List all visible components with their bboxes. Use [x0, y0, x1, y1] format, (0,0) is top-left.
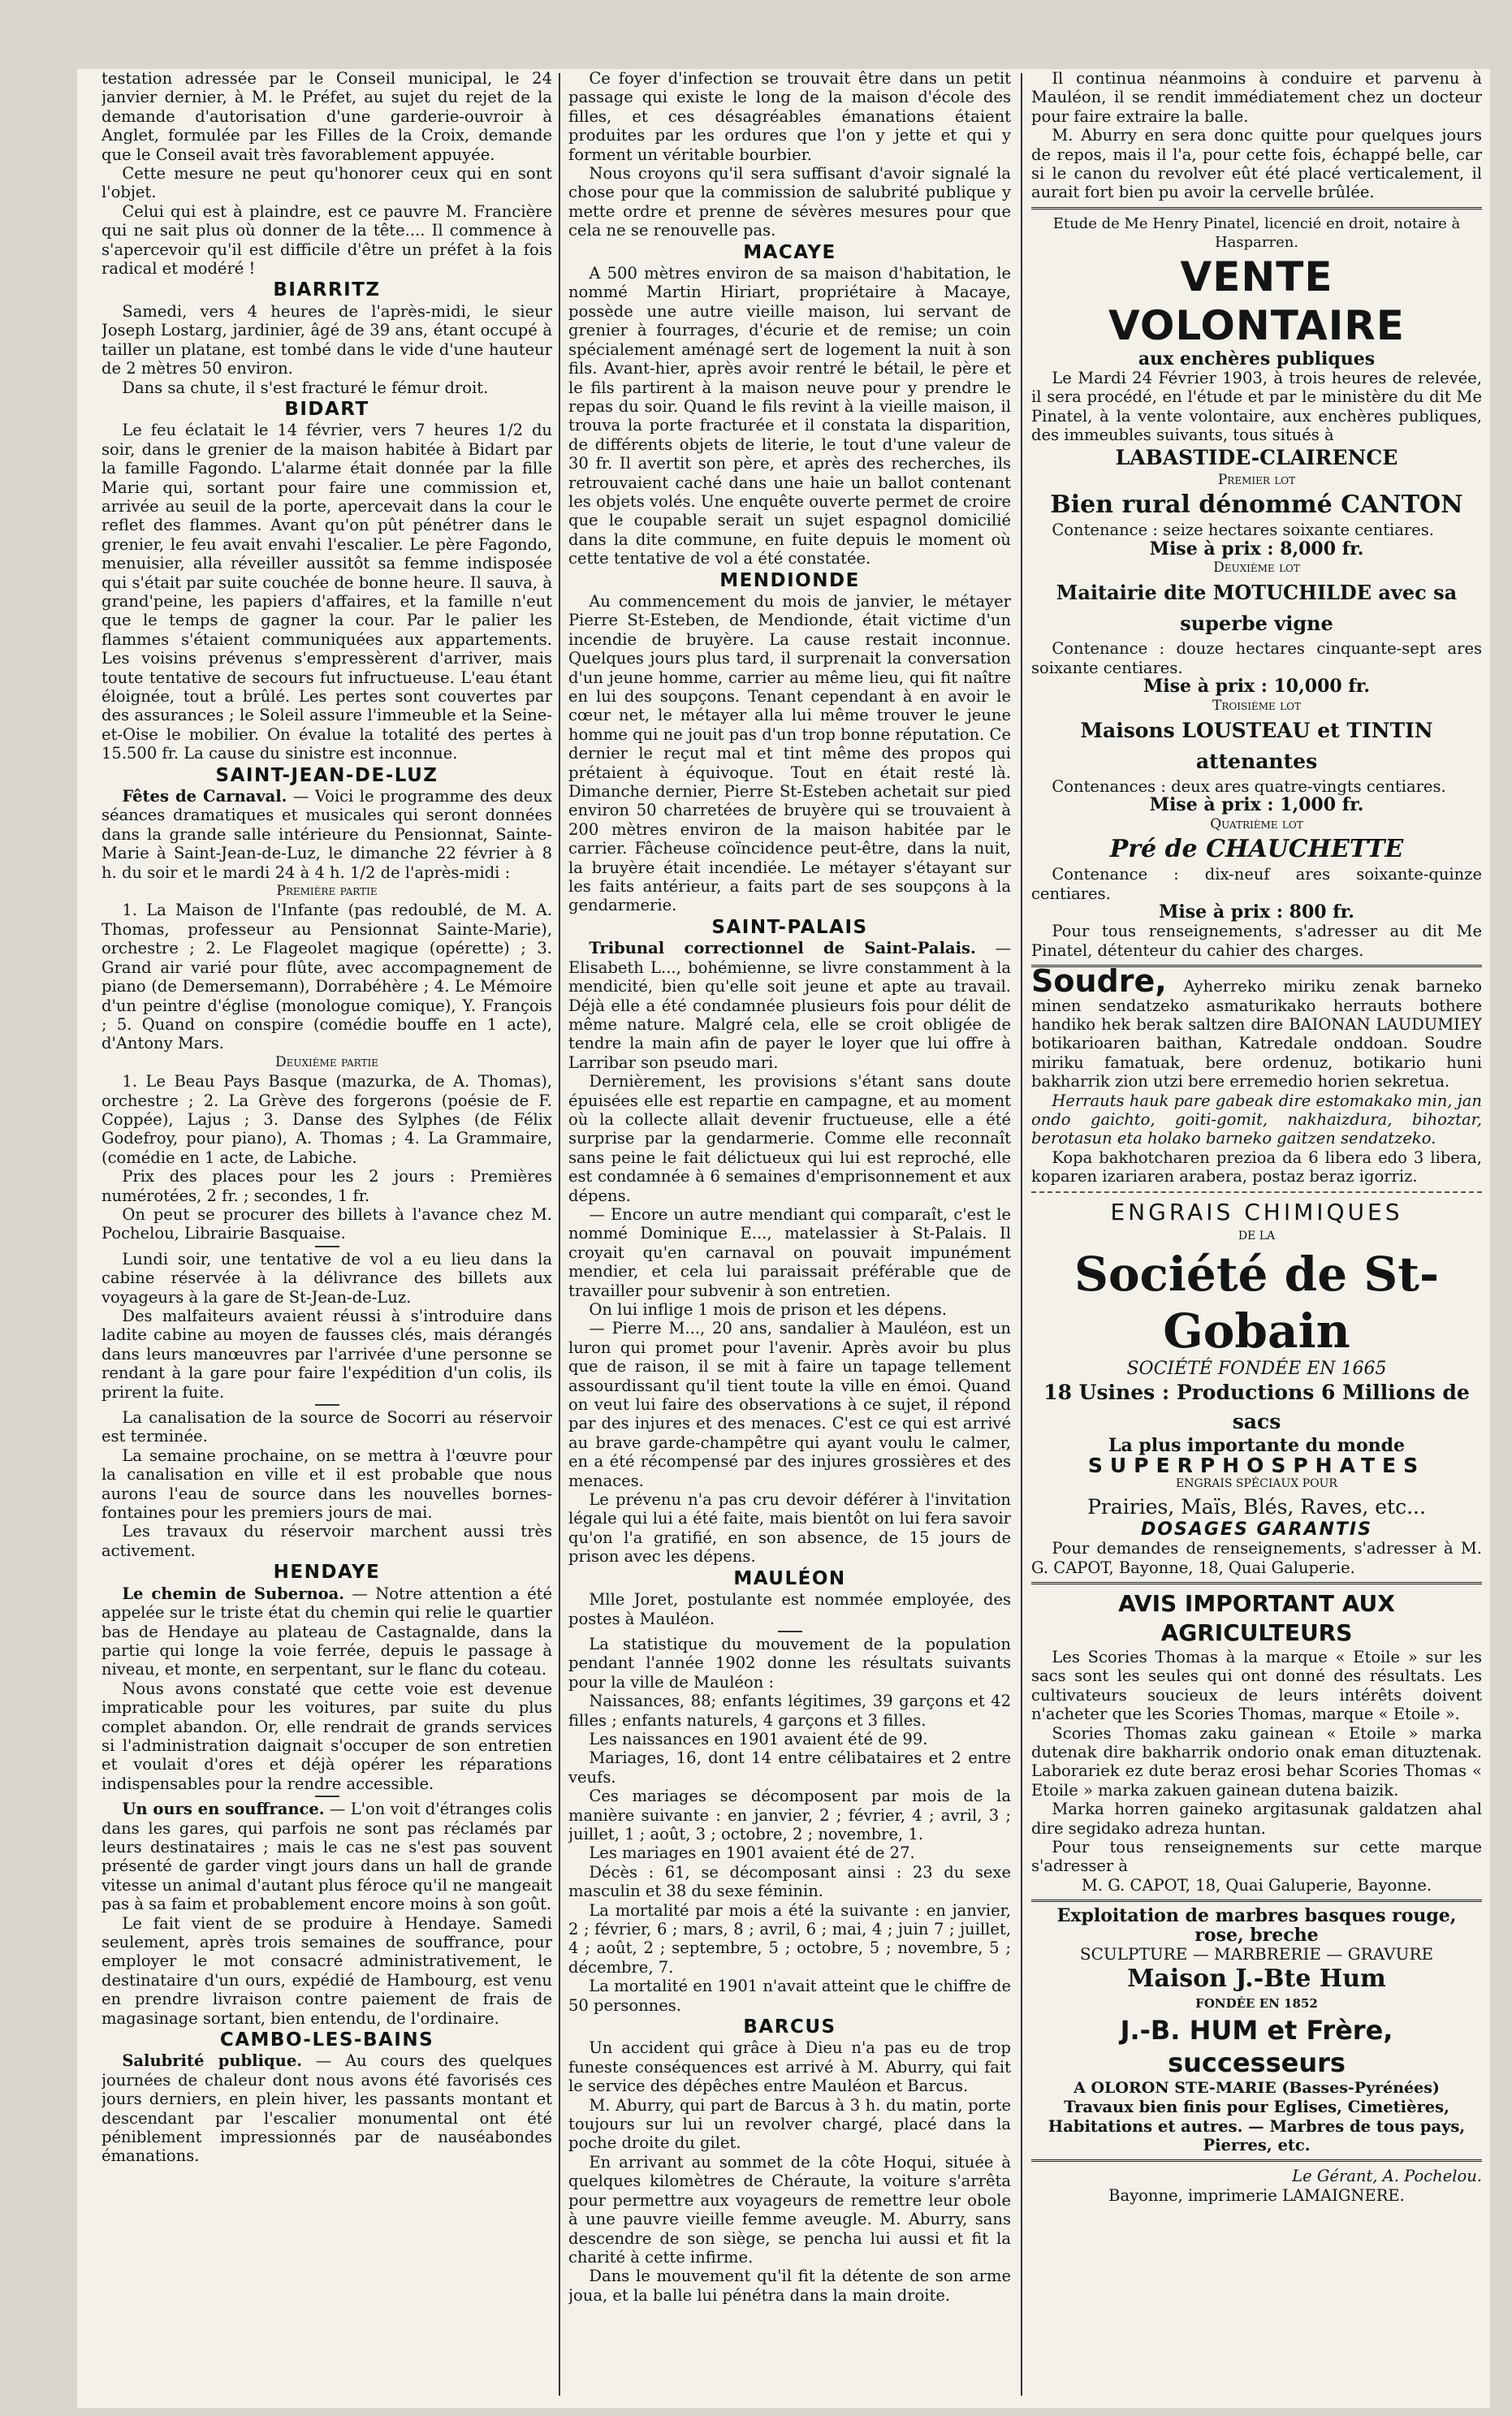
sale-location: LABASTIDE-CLAIRENCE [1115, 445, 1398, 469]
subheading: Un ours en souffrance. [122, 1800, 325, 1819]
paragraph: 1. Le Beau Pays Basque (mazurka, de A. Thomas), orchestre ; 2. La Grève des forgerons (poésie de F. Coppée), Lajus ; 3. Danse des Sylphes (de Félix Godefroy, pour piano), A. Thomas ; 4. La Grammaire, (comédie en 1 acte, de Labiche. [102, 1072, 552, 1167]
paragraph: Il continua néanmoins à conduire et parvenu à Mauléon, il se rendit immédiatement chez un docteur pour faire extraire la balle. [1031, 69, 1482, 126]
paragraph: — Elisabeth L..., bohémienne, se livre constamment à la mendicité, bien qu'elle soit jeune et apte au travail. Déjà elle a été condamnée plusieurs fois pour délit de même nature. Malgré cela, elle se croit obligée de tendre la main afin de payer le loyer que lui offre à Larribar son pseudo mari. [568, 939, 1011, 1072]
column-1 [102, 69, 552, 2400]
engrais-title: ENGRAIS CHIMIQUES [1110, 1198, 1403, 1225]
paragraph: Dans sa chute, il s'est fracturé le fémur droit. [122, 378, 489, 397]
lot-label: Troisième lot [1212, 697, 1301, 714]
section-heading-cambo: CAMBO-LES-BAINS [219, 2029, 434, 2051]
subheading: Salubrité publique. [122, 2051, 303, 2071]
paragraph: Pour tous renseignements, s'adresser au dit Me Pinatel, détenteur du cahier des charges. [1031, 922, 1482, 960]
paragraph: La statistique du mouvement de la population pendant l'année 1902 donne les résultats suivants pour la ville de Mauléon : [568, 1634, 1011, 1692]
paragraph: Herrauts hauk pare gabeak dire estomakako min, jan ondo gaichto, goiti-gomit, nakhaizdura, bihoztar, berotasun eta holako barneko gaitzen sendatzeko. [1031, 1091, 1482, 1148]
paragraph: Kopa bakhotcharen prezioa da 6 libera edo 3 libera, koparen izariaren arabera, postaz beraz igorriz. [1031, 1147, 1482, 1186]
lot-contenance: Contenances : deux ares quatre-vingts centiares. [1052, 776, 1446, 796]
paragraph: Ce foyer d'infection se trouvait être dans un petit passage qui existe le long de la maison d'école des filles, et ces désagréables émanations étaient produites par les ordures que l'on y jette et qui y forment un véritable bourbier. [568, 69, 1011, 164]
paragraph: La semaine prochaine, on se mettra à l'œuvre pour la canalisation en ville et il est probable que nous aurons l'eau de source dans les nouvelles bornes-fontaines pour les premiers jours de mai. [102, 1446, 552, 1523]
paragraph: Scories Thomas zaku gainean « Etoile » marka dutenak dire bakharrik ondorio onak eman dituztenak. Laborariek ez dute beraz erosi behar Scories Thomas « Etoile » marka zakuen gainean dutena baizik. [1031, 1723, 1482, 1800]
paragraph: La mortalité par mois a été la suivante : en janvier, 2 ; février, 6 ; mars, 8 ; avril, 6 ; mai, 4 ; juin 7 ; juillet, 4 ; août, 2 ; septembre, 5 ; octobre, 5 ; novembre, 5 ; décembre, 7. [568, 1900, 1011, 1977]
section-heading-mendionde: MENDIONDE [719, 569, 860, 591]
paragraph: Un accident qui grâce à Dieu n'a pas eu de trop funeste conséquences est arrivé à M. Aburry, qui fait le service des dépêches entre Mauléon et Barcus. [568, 2038, 1011, 2096]
paragraph: Des malfaiteurs avaient réussi à s'introduire dans ladite cabine au moyen de fausses clés, mais dérangés dans leurs manœuvres par l'arrivée d'une personne se rendant à la gare pour faire l'expédition d'un colis, ils prirent la fuite. [102, 1307, 552, 1402]
lot-price: Mise à prix : 800 fr. [1159, 901, 1354, 923]
paragraph: En arrivant au sommet de la côte Hoqui, située à quelques kilomètres de Chéraute, la voiture s'arrêta pour permettre aux voyageurs de remettre leur obole à une pauvre vieille femme aveugle. M. Aburry, sans descendre de son siège, se pencha lui aussi et fit la charité à cette infirme. [568, 2152, 1011, 2267]
paragraph: Cette mesure ne peut qu'honorer ceux qui en sont l'objet. [102, 164, 552, 202]
hum-successeurs: J.-B. HUM et Frère, successeurs [1120, 2014, 1393, 2078]
capot-address: M. G. CAPOT, 18, Quai Galuperie, Bayonne. [1081, 1875, 1432, 1895]
separator [778, 1631, 802, 1632]
paragraph: Lundi soir, une tentative de vol a eu lieu dans la cabine réservée à la délivrance des billets aux voyageurs à la gare de St-Jean-de-Luz. [102, 1249, 552, 1307]
paragraph: Ces mariages se décomposent par mois de la manière suivante : en janvier, 2 ; février, 4 ; avril, 3 ; juillet, 1 ; août, 3 ; octobre, 2 ; novembre, 1. [568, 1787, 1011, 1843]
lot-title: Maisons LOUSTEAU et TINTIN attenantes [1080, 718, 1433, 773]
program-part-label: Première partie [276, 883, 378, 900]
paragraph: Au commencement du mois de janvier, le métayer Pierre St-Esteben, de Mendionde, était victime d'un incendie de bruyère. La cause restait inconnue. Quelques jours plus tard, il surprenait la conversation d'un jeune homme, carrier au même lieu, qui fit naître en lui des soupçons. Tenant cependant à en avoir le cœur net, le métayer alla lui même trouver le jeune homme qui ne jouit pas d'un trop bonne réputation. Ce dernier le reçut mal et tint même des propos qui prétaient à équivoque. Tout en était resté là. Dimanche dernier, Pierre St-Esteben achetait sur pied environ 50 charretées de bruyère qui se trouvaient à 200 mètres environ de la maison habitée par le carrier. Fâcheuse coïncidence peut-être, dans la nuit, la bruyère était incendiée. Le métayer s'étayant sur les faits antérieur, a faits part de ses soupçons à la gendarmerie. [568, 591, 1011, 915]
column-rule [1021, 73, 1022, 2396]
paragraph: Le Mardi 24 Février 1903, à trois heures de relevée, il sera procédé, en l'étude et par le ministère du dit Me Pinatel, à la vente volontaire, aux enchères publiques, des immeubles suivants, tous situés à [1031, 369, 1482, 445]
paragraph: Pour tous renseignements sur cette marque s'adresser à [1031, 1837, 1482, 1876]
usines-line: 18 Usines : Productions 6 Millions de sacs [1043, 1381, 1470, 1434]
paragraph: Le fait vient de se produire à Hendaye. Samedi seulement, après trois semaines de souffrance, pour employer le mot consacré administrativement, le destinataire d'un ours, expédié de Hambourg, est venu en prendre livraison contre paiement de frais de magasinage sortant, bien entendu, de l'ordinaire. [102, 1913, 552, 2028]
paragraph: Mlle Joret, postulante est nommée employée, des postes à Mauléon. [568, 1590, 1011, 1628]
paragraph: La mortalité en 1901 n'avait atteint que le chiffre de 50 personnes. [568, 1977, 1011, 2015]
program-part-label: Deuxième partie [275, 1053, 378, 1070]
founded-1852: FONDÉE EN 1852 [1195, 1996, 1318, 2012]
importante-line: La plus importante du monde [1108, 1435, 1406, 1457]
paragraph: Dans le mouvement qu'il fit la détente de son arme joua, et la balle lui pénétra dans la main droite. [568, 2267, 1011, 2305]
section-heading-bidart: BIDART [284, 398, 369, 420]
paragraph: testation adressée par le Conseil municipal, le 24 janvier dernier, à M. le Préfet, au sujet du rejet de la demande d'autorisation d'une garderie-ouvroir à Anglet, formulée par les Filles de la Croix, demande que le Conseil avait très favorablement appuyée. [102, 69, 552, 164]
paragraph: Nous croyons qu'il sera suffisant d'avoir signalé la chose pour que la commission de salubrité publique y mette ordre et prenne de sévères mesures pour que cela ne se renouvelle pas. [568, 164, 1011, 240]
ad-divider [1031, 1582, 1482, 1584]
paragraph: Samedi, vers 4 heures de l'après-midi, le sieur Joseph Lostarg, jardinier, âgé de 39 ans, étant occupé à tailler un platane, est tombé dans le vide d'une hauteur de 2 mètres 50 environ. [102, 301, 552, 378]
lot-contenance: Contenance : dix-neuf ares soixante-quinze centiares. [1031, 865, 1482, 903]
paragraph: Pour demandes de renseignements, s'adresser à M. G. CAPOT, Bayonne, 18, Quai Galuperie. [1031, 1539, 1482, 1577]
paragraph: Marka horren gaineko argitasunak galdatzen ahal dire segidako adreza huntan. [1031, 1800, 1482, 1838]
section-heading-mauleon: MAULÉON [733, 1567, 846, 1589]
notary-line: Etude de Me Henry Pinatel, licencié en droit, notaire à Hasparren. [1052, 214, 1461, 252]
paragraph: — Au cours des quelques journées de chaleur dont nous avons été favorisés ces jours derniers, en plein hiver, les passants montant et descendant par l'escalier monumental ont été péniblement impressionnés par de nauséabondes émanations. [102, 2051, 552, 2166]
ad-divider [1031, 1900, 1482, 1902]
separator [315, 1404, 339, 1406]
lot-contenance: Contenance : seize hectares soixante centiares. [1052, 521, 1434, 540]
paragraph: Les travaux du réservoir marchent aussi très activement. [102, 1522, 552, 1560]
lot-price: Mise à prix : 1,000 fr. [1149, 794, 1364, 816]
paragraph: Le feu éclatait le 14 février, vers 7 heures 1/2 du soir, dans le grenier de la maison habitée à Bidart par la famille Fagondo. L'alarme était donnée par la fille Marie qui, sortant pour faire une commission et, arrivée au seuil de la porte, apercevait dans la cour le reflet des flammes. Avant qu'on pût pénétrer dans le grenier, le feu avait envahi l'escalier. Le père Fagondo, menuisier, alla réveiller aussitôt sa femme indisposée qui s'était par suite couchée de bonne heure. Il sauva, à grand'peine, les papiers d'affaires, et la famille n'eut que le temps de gagner la cour. Par le palier les flammes s'étaient communiquées aux appartements. Les voisins prévenus s'empressèrent d'arriver, mais toute tentative de secours fut infructueuse. L'eau étant éloignée, tout a brûlé. Les pertes sont couvertes par des assurances ; le Soleil assure l'immeuble et la Seine-et-Oise le mobilier. On évalue la totalité des pertes à 15.500 fr. La cause du sinistre est inconnue. [102, 421, 552, 763]
section-heading-biarritz: BIARRITZ [273, 279, 381, 301]
paragraph: Les Scories Thomas à la marque « Etoile » sur les sacs sont les seules qui ont donné des résultats. Les cultivateurs soucieux de leurs intérêts doivent n'acheter que les Scories Thomas, marque « Etoile ». [1031, 1647, 1482, 1724]
paragraph: La canalisation de la source de Socorri au réservoir est terminée. [102, 1408, 552, 1446]
paragraph: — L'on voit d'étranges colis dans les gares, qui parfois ne sont pas réclamés par leurs destinataires ; mais le cas ne s'est pas souvent présenté de garder vingt jours dans un hall de grande vitesse un animal d'autant plus féroce qu'il ne mangeait pas à sa faim et probablement encore moins à son goût. [102, 1800, 552, 1914]
separator [315, 1246, 339, 1247]
paragraph: Nous avons constaté que cette voie est devenue impraticable pour les voitures, par suite du plus complet abandon. Or, elle rendrait de grands services si l'administration daignait s'occuper de son entretien et voulait d'ores et déjà opérer les réparations indispensables pour la rendre accessible. [102, 1679, 552, 1793]
oloron-line: A OLORON STE-MARIE (Basses-Pyrénées) [1074, 2078, 1440, 2097]
sale-ad-subtitle: aux enchères publiques [1138, 348, 1376, 370]
lot-contenance: Contenance : douze hectares cinquante-sept ares soixante centiares. [1031, 639, 1482, 677]
ad-divider [1031, 1191, 1482, 1193]
section-heading-saint-palais: SAINT-PALAIS [711, 916, 868, 938]
paragraph: Prix des places pour les 2 jours : Premières numérotées, 2 fr. ; secondes, 1 fr. [102, 1167, 552, 1205]
gerant-line: Le Gérant, A. Pochelou. [1292, 2167, 1482, 2186]
section-heading-macaye: MACAYE [743, 241, 836, 263]
subheading: Tribunal correctionnel de Saint-Palais. [589, 939, 976, 958]
paragraph: M. Aburry, qui part de Barcus à 3 h. du matin, porte toujours sur lui un revolver chargé, placé dans la poche droite du gilet. [568, 2095, 1011, 2153]
lot-label: Deuxième lot [1213, 559, 1300, 576]
paragraph: M. Aburry en sera donc quitte pour quelques jours de repos, mais il l'a, pour cette fois, échappé belle, car si le canon du revolver eût été placé verticalement, il aurait fort bien pu avoir la cervelle brûlée. [1031, 126, 1482, 202]
paragraph: Décès : 61, se décomposant ainsi : 23 du sexe masculin et 38 du sexe féminin. [568, 1862, 1011, 1901]
paragraph: Les naissances en 1901 avaient été de 99. [589, 1729, 928, 1748]
prairies-line: Prairies, Maïs, Blés, Raves, etc... [1087, 1494, 1426, 1519]
column-rule [559, 73, 560, 2396]
paragraph: — Notre attention a été appelée sur le triste état du chemin qui relie le quartier bas de Hendaye au plateau de Castagnalde, dans la partie qui longe la voie ferrée, depuis le passage à niveau, et monte, en serpentant, sur le flanc du coteau. [102, 1584, 552, 1679]
column-3 [1031, 69, 1482, 2400]
avis-title: AVIS IMPORTANT AUX AGRICULTEURS [1118, 1589, 1395, 1646]
paragraph: Le prévenu n'a pas cru devoir déférer à l'invitation légale qui lui a été faite, mais bientôt on lui fera savoir qu'on l'a gratifié, en son absence, de 15 jours de prison avec les dépens. [568, 1490, 1011, 1567]
sculpture-line: SCULPTURE — MARBRERIE — GRAVURE [1079, 1944, 1434, 1964]
paragraph: — Pierre M..., 20 ans, sandalier à Mauléon, est un luron qui promet pour l'avenir. Après avoir bu plus que de raison, il se mit à faire un tapage tellement assourdissant qu'il tient toute la ville en émoi. Quand on veut lui faire des observations à ce sujet, il répond par des injures et des menaces. C'est ce qui est arrivé au brave garde-champêtre qui ayant voulu le calmer, en a été récompensé par des injures grossières et des menaces. [568, 1319, 1011, 1490]
ad-divider [1031, 207, 1482, 210]
lot-price: Mise à prix : 10,000 fr. [1143, 676, 1371, 698]
separator [315, 1796, 339, 1797]
sale-ad-title: VENTE VOLONTAIRE [1108, 253, 1405, 349]
travaux-line: Travaux bien finis pour Eglises, Cimetières, Habitations et autres. — Marbres de tous pays, Pierres, etc. [1048, 2098, 1466, 2155]
paragraph: 1. La Maison de l'Infante (pas redoublé, de M. A. Thomas, professeur au Pensionnat Sainte-Marie), orchestre ; 2. Le Flageolet magique (opérette) ; 3. Grand air varié pour flûte, avec accompagnement de piano (de Demersemann), Dorrabéhère ; 4. Le Mémoire d'un peintre d'église (monologue comique), Y. François ; 5. Quand on conspire (comédie bouffe en 1 acte), d'Antony Mars. [102, 901, 552, 1053]
column-2 [568, 69, 1011, 2400]
newspaper-page [77, 69, 1490, 2408]
section-heading-saint-jean-de-luz: SAINT-JEAN-DE-LUZ [215, 764, 438, 786]
lot-label: Premier lot [1217, 471, 1296, 488]
paragraph: A 500 mètres environ de sa maison d'habitation, le nommé Martin Hiriart, propriétaire à Macaye, possède une autre vieille maison, lui servant de grenier à fourrages, d'écurie et de remise; un coin spécialement aménagé sert de logement la nuit à son fils. Avant-hier, après avoir rentré le bétail, le père et le fils partirent à la maison neuve pour y prendre le repas du soir. Quand le fils revint à la vieille maison, il trouva la porte fracturée et il constata la disparition, de différents objets de literie, le tout d'une valeur de 30 fr. Il avertit son père, et après des recherches, ils retrouvaient caché dans une haie un ballot contenant les objets volés. Une enquête ouverte permet de croire que le coupable serait un sujet espagnol domicilié dans la dite commune, en fuite depuis le moment où cette tentative de vol a été constatée. [568, 264, 1011, 568]
maison-hum: Maison J.-Bte Hum [1127, 1964, 1386, 1994]
paragraph: Ayherreko miriku zenak barneko minen sendatzeko asmaturikako herrauts bothere handiko hek berak saltzen dire BAIONAN LAUDUMIEY botikarioaren baithan, Katredale onddoan. Soudre miriku famatuak, bere ordenuz, botikario huni bakharrik zion utzi bere erremedio horien sekretua. [1031, 977, 1482, 1091]
subheading: Le chemin de Subernoa. [122, 1584, 345, 1603]
subheading: Fêtes de Carnaval. [122, 787, 287, 806]
lot-price: Mise à prix : 8,000 fr. [1149, 538, 1364, 560]
imprimerie-line: Bayonne, imprimerie LAMAIGNERE. [1108, 2185, 1405, 2205]
lot-title: Pré de CHAUCHETTE [1109, 835, 1404, 864]
ad-divider [1031, 2159, 1482, 2162]
paragraph: Les mariages en 1901 avaient été de 27. [589, 1843, 915, 1863]
de-la: DE LA [1238, 1229, 1276, 1243]
paragraph: Naissances, 88; enfants légitimes, 39 garçons et 42 filles ; enfants naturels, 4 garçons et 3 filles. [568, 1692, 1011, 1730]
saint-gobain-title: Société de St-Gobain [1074, 1247, 1440, 1359]
founded-line: SOCIÉTÉ FONDÉE EN 1665 [1126, 1359, 1387, 1380]
paragraph: On peut se procurer des billets à l'avance chez M. Pochelou, Librairie Basquaise. [102, 1204, 552, 1243]
paragraph: Mariages, 16, dont 14 entre célibataires et 2 entre veufs. [568, 1748, 1011, 1787]
paragraph: Celui qui est à plaindre, est ce pauvre M. Francière qui ne sait plus où donner de la tête.... Il commence à s'apercevoir qu'il est difficile d'être un préfet à la fois radical et modéré ! [102, 201, 552, 279]
section-heading-barcus: BARCUS [743, 2016, 836, 2038]
paragraph: On lui inflige 1 mois de prison et les dépens. [589, 1300, 947, 1319]
paragraph: — Encore un autre mendiant qui comparaît, c'est le nommé Dominique E..., matelassier à St-Palais. Il croyait qu'en carnaval on pouvait impunément mendier, et cela lui paraissait préférable que de travailler pour subvenir à son entretien. [568, 1204, 1011, 1300]
lot-title: Maitairie dite MOTUCHILDE avec sa superbe vigne [1056, 581, 1458, 636]
paragraph: Dernièrement, les provisions s'étant sans doute épuisées elle est repartie en campagne, et au moment où la collecte allait devenir fructueuse, elle a été surprise par la gendarmerie. Comme elle reconnaît sans peine le fait délictueux qui lui est reproché, elle est condamnée à 6 semaines d'emprisonnement et aux dépens. [568, 1072, 1011, 1205]
lot-label: Quatrième lot [1210, 815, 1303, 832]
lot-title: Bien rural dénommé CANTON [1050, 491, 1463, 520]
paragraph: — Voici le programme des deux séances dramatiques et musicales qui seront données dans la grande salle intérieure du Pensionnat, Sainte-Marie à Saint-Jean-de-Luz, le dimanche 22 février à 8 h. du soir et le mardi 24 à 4 h. 1/2 de l'après-midi : [102, 787, 552, 882]
marbres-title: Exploitation de marbres basques rouge, rose, breche [1056, 1905, 1457, 1946]
soudre-title: Soudre, [1031, 963, 1167, 1000]
superphosphates-title: SUPERPHOSPHATES [1087, 1453, 1426, 1477]
section-heading-hendaye: HENDAYE [273, 1562, 381, 1584]
dosages-line: DOSAGES GARANTIS [1141, 1519, 1372, 1540]
speciaux-line: ENGRAIS SPÉCIAUX POUR [1176, 1477, 1337, 1491]
